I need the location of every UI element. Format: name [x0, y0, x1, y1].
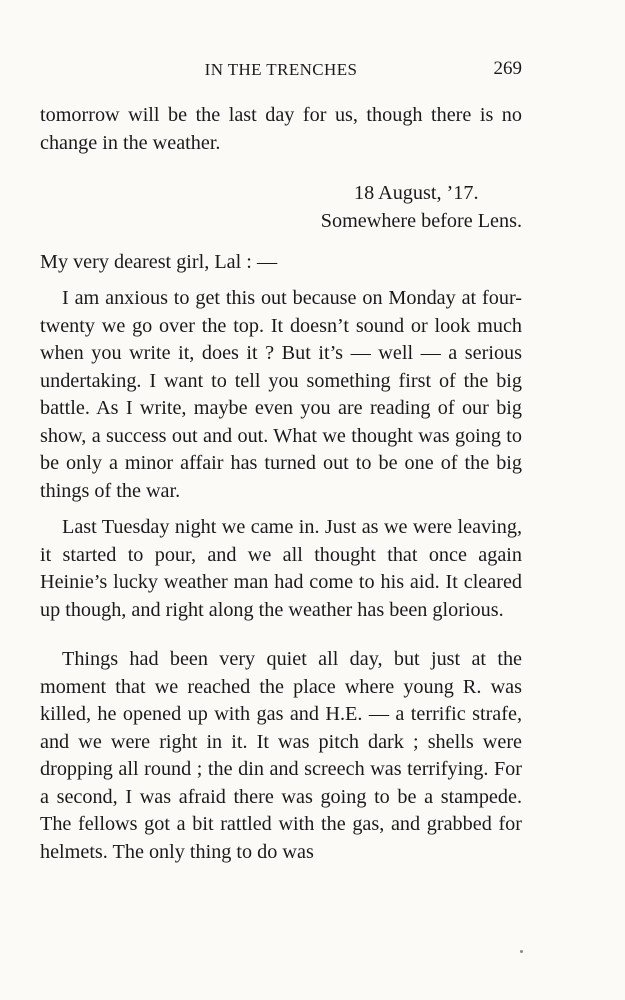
continuation-paragraph: tomorrow will be the last day for us, though there is no change in the weather. — [40, 104, 522, 154]
running-title: IN THE TRENCHES — [204, 60, 358, 79]
book-page — [40, 0, 522, 1000]
paragraph-1: I am anxious to get this out because on Monday at four-twenty we go over the top. It doesn’t sound or look much when you write it, does it ? But it’s — well — a serious undertaking. I want to tell you something first of the big battle. As I write, maybe even you are reading of our big show, a success out and out. What we thought was going to be only a minor affair has turned out to be one of the big things of the war. — [40, 287, 522, 502]
paragraph-3: Things had been very quiet all day, but just at the moment that we reached the place where young R. was killed, he opened up with gas and H.E. — a terrific strafe, and we were right in it. It was pitch dark ; shells were dropping all round ; the din and screech was terrifying. For a second, I was afraid there was going to be a stampede. The fellows got a bit rattled with the gas, and grabbed for helmets. The only thing to do was — [40, 648, 522, 863]
running-head — [40, 58, 522, 84]
dateline — [40, 180, 522, 235]
print-speck — [520, 950, 523, 953]
salutation: My very dearest girl, Lal : — — [40, 251, 278, 273]
letter-place: Somewhere before Lens. — [320, 209, 522, 232]
letter-date: 18 August, ’17. — [354, 182, 479, 204]
paragraph-2: Last Tuesday night we came in. Just as we were leaving, it started to pour, and we all thought that once again Heinie’s lucky weather man had come to his aid. It cleared up though, and right along the weather has been glorious. — [40, 516, 522, 621]
page-number: 269 — [493, 58, 522, 79]
